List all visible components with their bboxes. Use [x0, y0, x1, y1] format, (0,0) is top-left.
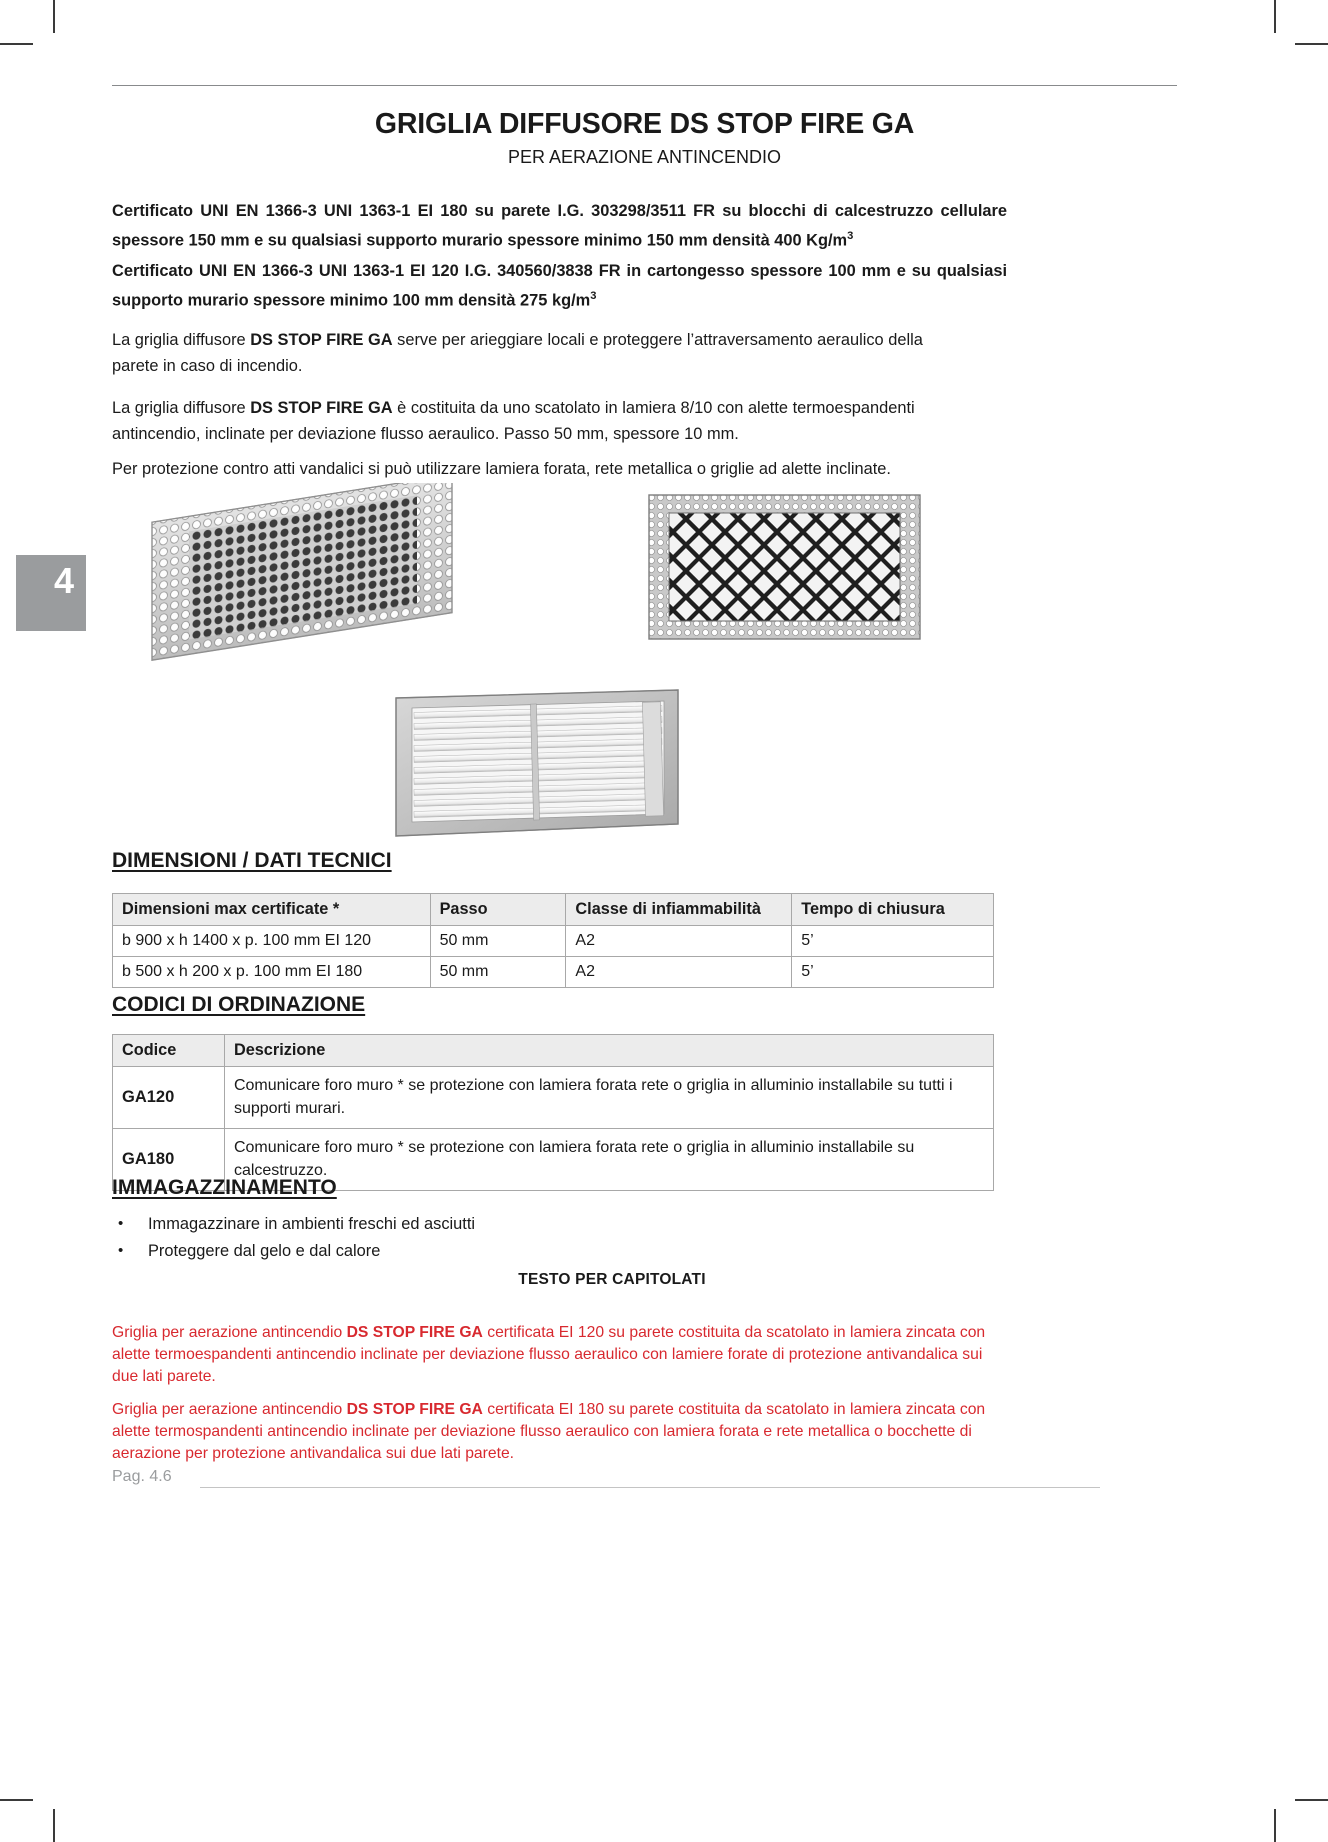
perforated-plate-image	[147, 483, 462, 668]
column-header-tempo: Tempo di chiusura	[792, 894, 994, 926]
product-name-bold: DS STOP FIRE GA	[250, 399, 393, 418]
column-header-classe: Classe di infiammabilità	[566, 894, 792, 926]
cell-passo: 50 mm	[430, 957, 566, 988]
louver-grille-image	[392, 688, 682, 840]
dimensioni-table	[112, 893, 994, 988]
list-item-label: Immagazzinare in ambienti freschi ed asciutti	[148, 1215, 476, 1233]
column-header-passo: Passo	[430, 894, 566, 926]
bullet-icon: •	[118, 1215, 124, 1232]
product-name-bold: DS STOP FIRE GA	[346, 1400, 483, 1418]
crop-mark-top-right-horizontal	[1295, 43, 1328, 45]
page-title: GRIGLIA DIFFUSORE DS STOP FIRE GA	[374, 108, 915, 140]
body-1-post: serve per arieggiare locali e proteggere l’attraversamento aeraulico della parete in caso di incendio.	[112, 331, 923, 376]
cell-descrizione: Comunicare foro muro * se protezione con lamiera forata rete o griglia in alluminio installabile su tutti i supporti murari.	[224, 1067, 993, 1129]
table-row	[113, 957, 994, 988]
table-row	[113, 1067, 994, 1129]
header-rule	[112, 85, 1177, 86]
cell-dimensioni: b 500 x h 200 x p. 100 mm EI 180	[113, 957, 431, 988]
body-paragraph-3: Per protezione contro atti vandalici si può utilizzare lamiera forata, rete metallica o griglie ad alette inclinate.	[112, 460, 891, 479]
list-item-label: Proteggere dal gelo e dal calore	[148, 1242, 381, 1260]
cell-codice: GA180	[113, 1129, 225, 1191]
capitolati-paragraph-2	[112, 1399, 1007, 1465]
table-header-row	[113, 894, 994, 926]
certification-2-superscript: 3	[590, 290, 597, 303]
crop-mark-top-left-horizontal	[0, 43, 33, 45]
table-row	[113, 926, 994, 957]
column-header-descrizione: Descrizione	[224, 1035, 993, 1067]
certification-paragraph-2	[112, 259, 1007, 313]
chapter-number: 4	[53, 560, 74, 601]
capitolati-2-pre: Griglia per aerazione antincendio	[112, 1400, 347, 1418]
crop-mark-bottom-right-vertical	[1274, 1809, 1276, 1842]
certification-2-text: Certificato UNI EN 1366-3 UNI 1363-1 EI 120 I.G. 340560/3838 FR in cartongesso spessore 100 mm e su qualsiasi supporto murario spessore minimo 100 mm densità 275 kg/m	[112, 262, 1007, 310]
body-paragraph-1	[112, 327, 967, 379]
codici-table	[112, 1034, 994, 1191]
cell-tempo: 5’	[792, 957, 994, 988]
table-header-row	[113, 1035, 994, 1067]
body-2-pre: La griglia diffusore	[112, 399, 251, 418]
capitolati-2-post: certificata EI 180 su parete costituita da scatolato in lamiera zincata con alette termospandenti antincendio inclinate per deviazione flusso aeraulico con lamiera forata e rete metallica o bocchette di aerazione per protezione antivandalica sui due lati parete.	[112, 1400, 986, 1462]
certification-1-text: Certificato UNI EN 1366-3 UNI 1363-1 EI 180 su parete I.G. 303298/3511 FR su blocchi di calcestruzzo cellulare spessore 150 mm e su qualsiasi supporto murario spessore minimo 150 mm densità 400 Kg/m	[112, 202, 1007, 250]
crop-mark-bottom-left-horizontal	[0, 1799, 33, 1801]
capitolati-heading: TESTO PER CAPITOLATI	[518, 1271, 706, 1288]
capitolati-1-pre: Griglia per aerazione antincendio	[112, 1323, 347, 1341]
capitolati-paragraph-1	[112, 1322, 1007, 1388]
immagazzinamento-list	[112, 1211, 475, 1265]
cell-classe: A2	[566, 957, 792, 988]
page-frame	[112, 0, 1216, 1842]
section-heading-dimensioni: DIMENSIONI / DATI TECNICI	[112, 849, 392, 872]
crop-mark-top-left-vertical	[53, 0, 55, 33]
footer-rule	[200, 1487, 1100, 1488]
wire-mesh-image	[647, 493, 922, 641]
crop-mark-bottom-left-vertical	[53, 1809, 55, 1842]
list-item	[112, 1211, 475, 1238]
cell-codice: GA120	[113, 1067, 225, 1129]
chapter-tab	[16, 555, 86, 631]
cell-classe: A2	[566, 926, 792, 957]
body-1-pre: La griglia diffusore	[112, 331, 251, 350]
product-name-bold: DS STOP FIRE GA	[346, 1323, 483, 1341]
cell-descrizione: Comunicare foro muro * se protezione con lamiera forata rete o griglia in alluminio installabile su calcestruzzo.	[224, 1129, 993, 1191]
crop-mark-top-right-vertical	[1274, 0, 1276, 33]
cell-passo: 50 mm	[430, 926, 566, 957]
page-subtitle: PER AERAZIONE ANTINCENDIO	[507, 147, 782, 167]
certification-paragraph-1	[112, 199, 1007, 253]
body-2-post: è costituita da uno scatolato in lamiera 8/10 con alette termoespandenti antincendio, inclinate per deviazione flusso aeraulico. Passo 50 mm, spessore 10 mm.	[112, 399, 915, 444]
section-heading-immagazzinamento: IMMAGAZZINAMENTO	[112, 1176, 337, 1199]
body-paragraph-2	[112, 395, 967, 447]
capitolati-1-post: certificata EI 120 su parete costituita da scatolato in lamiera zincata con alette termoespandenti antincendio inclinate per deviazione flusso aeraulico con lamiere forate di protezione antivandalica sui due lati parete.	[112, 1323, 986, 1385]
cell-dimensioni: b 900 x h 1400 x p. 100 mm EI 120	[113, 926, 431, 957]
cell-tempo: 5’	[792, 926, 994, 957]
bullet-icon: •	[118, 1242, 124, 1259]
column-header-codice: Codice	[113, 1035, 225, 1067]
column-header-dimensioni: Dimensioni max certificate *	[113, 894, 431, 926]
product-name-bold: DS STOP FIRE GA	[250, 331, 393, 350]
crop-mark-bottom-right-horizontal	[1295, 1799, 1328, 1801]
list-item	[112, 1238, 475, 1265]
footer-page-number: Pag. 4.6	[112, 1468, 172, 1485]
certification-1-superscript: 3	[847, 230, 854, 243]
section-heading-codici: CODICI DI ORDINAZIONE	[112, 993, 366, 1016]
